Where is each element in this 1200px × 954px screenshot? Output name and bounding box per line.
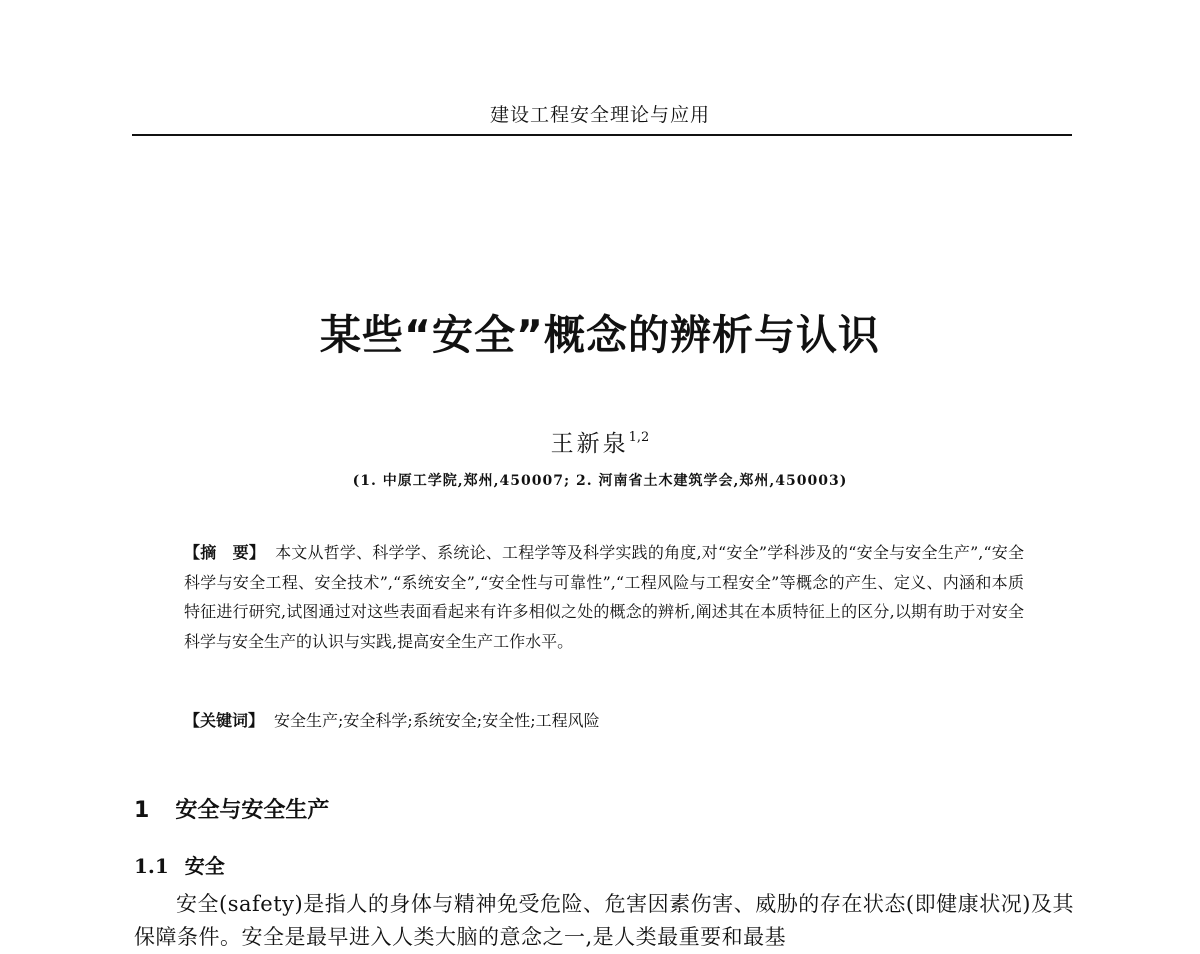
paper-title: 某些“安全”概念的辨析与认识 [320,311,880,359]
subsection-title: 安全 [184,854,225,878]
author-superscript: 1,2 [628,430,650,445]
section-heading [134,793,329,824]
author-line [0,425,1200,458]
keywords-text: 安全生产;安全科学;系统安全;安全性;工程风险 [274,711,600,730]
abstract-text: 本文从哲学、科学学、系统论、工程学等及科学实践的角度,对“安全”学科涉及的“安全与安全生产”,“安全科学与安全工程、安全技术”,“系统安全”,“安全性与可靠性”,“工程风险与工程安全”等概念的产生、定义、内涵和本质特征进行研究,试图通过对这些表面看起来有许多相似之处的概念的辨析,阐述其在本质特征上的区分,以期有助于对安全科学与安全生产的认识与实践,提高安全生产工作水平。 [184,543,1024,651]
section-number: 1 [134,798,150,823]
keywords [184,707,1024,735]
section-title: 安全与安全生产 [175,798,330,823]
keywords-label: 【关键词】 [184,711,265,730]
abstract [184,538,1024,656]
subsection-heading [134,850,225,879]
abstract-label: 【摘 要】 [184,543,266,562]
header-rule [132,134,1072,136]
running-head: 建设工程安全理论与应用 [489,104,710,126]
affiliation: (1. 中原工学院,郑州,450007; 2. 河南省土木建筑学会,郑州,450003) [352,473,848,489]
subsection-number: 1.1 [134,854,169,878]
author-name: 王新泉 [550,431,629,457]
body-paragraph: 安全(safety)是指人的身体与精神免受危险、危害因素伤害、威胁的存在状态(即健康状况)及其保障条件。安全是最早进入人类大脑的意念之一,是人类最重要和最基 [134,892,1074,949]
